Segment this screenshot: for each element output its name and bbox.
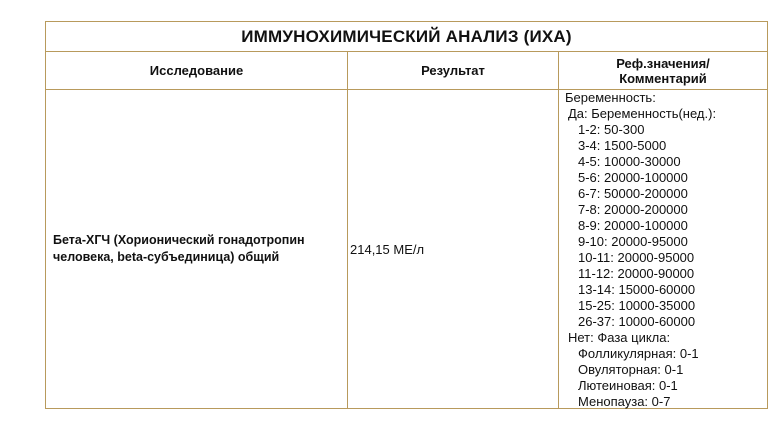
reference-values xyxy=(565,90,765,410)
week-range: 6-7: 50000-200000 xyxy=(578,186,688,201)
week-range: 5-6: 20000-100000 xyxy=(578,170,688,185)
header-study: Исследование xyxy=(149,63,244,78)
header-reference xyxy=(559,52,767,89)
result-value: 214,15 МЕ/л xyxy=(350,241,425,257)
test-name-line2: человека, beta-субъединица) общий xyxy=(53,250,280,264)
cycle-phase: Лютеиновая: 0-1 xyxy=(578,378,678,393)
table-header-row xyxy=(46,52,767,90)
week-range: 13-14: 15000-60000 xyxy=(578,282,696,297)
table-title: ИММУНОХИМИЧЕСКИЙ АНАЛИЗ (ИХА) xyxy=(46,22,767,52)
header-reference-line2: Комментарий xyxy=(619,70,707,86)
week-range: 3-4: 1500-5000 xyxy=(578,138,667,153)
test-name-line1: Бета-ХГЧ (Хорионический гонадотропин xyxy=(53,233,305,247)
ika-results-table xyxy=(45,21,768,409)
week-range: 11-12: 20000-90000 xyxy=(578,266,695,281)
week-range: 1-2: 50-300 xyxy=(578,122,645,137)
cycle-phase: Менопауза: 0-7 xyxy=(578,394,671,409)
header-result: Результат xyxy=(421,63,485,78)
cycle-phase: Овуляторная: 0-1 xyxy=(578,362,684,377)
week-range: 8-9: 20000-100000 xyxy=(578,218,688,233)
pregnancy-no-label: Нет: Фаза цикла: xyxy=(568,330,671,345)
week-range: 15-25: 10000-35000 xyxy=(578,298,696,313)
test-name xyxy=(53,90,353,408)
week-range: 26-37: 10000-60000 xyxy=(578,314,696,329)
pregnancy-label: Беременность: xyxy=(565,90,656,105)
week-range: 7-8: 20000-200000 xyxy=(578,202,688,217)
week-range: 4-5: 10000-30000 xyxy=(578,154,681,169)
pregnancy-yes-label: Да: Беременность(нед.): xyxy=(568,106,717,121)
week-range: 10-11: 20000-95000 xyxy=(578,250,695,265)
week-range: 9-10: 20000-95000 xyxy=(578,234,688,249)
table-row xyxy=(46,90,767,408)
cycle-phase: Фолликулярная: 0-1 xyxy=(578,346,699,361)
header-reference-line1: Реф.значения/ xyxy=(616,55,710,71)
